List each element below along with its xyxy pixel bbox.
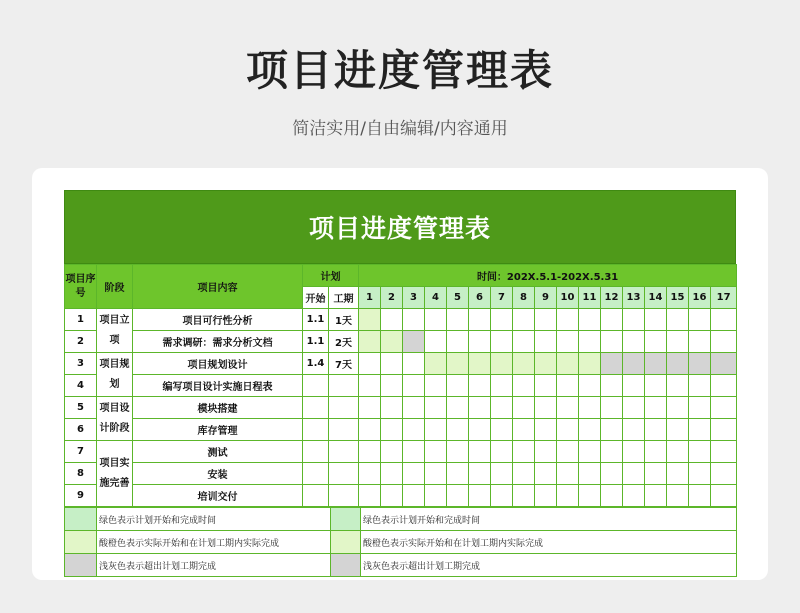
table-row xyxy=(65,331,737,353)
gantt-cell xyxy=(579,353,601,375)
gantt-cell xyxy=(381,375,403,397)
day-header: 3 xyxy=(403,287,425,309)
page-subtitle: 简洁实用/自由编辑/内容通用 xyxy=(292,119,508,139)
day-header: 6 xyxy=(469,287,491,309)
gantt-cell xyxy=(403,441,425,463)
task-content: 项目规划设计 xyxy=(133,353,303,375)
task-content: 需求调研：需求分析文档 xyxy=(133,331,303,353)
gantt-cell xyxy=(623,309,645,331)
gantt-cell xyxy=(469,397,491,419)
row-number: 7 xyxy=(65,441,97,463)
gantt-cell xyxy=(557,309,579,331)
table-row xyxy=(65,353,737,375)
plan-start xyxy=(303,397,329,419)
row-number: 5 xyxy=(65,397,97,419)
gantt-cell xyxy=(711,397,737,419)
gantt-cell xyxy=(601,375,623,397)
gantt-cell xyxy=(425,441,447,463)
gantt-cell xyxy=(359,463,381,485)
gantt-cell xyxy=(535,485,557,507)
gantt-cell xyxy=(601,419,623,441)
gantt-cell xyxy=(601,397,623,419)
day-header: 16 xyxy=(689,287,711,309)
gantt-cell xyxy=(689,463,711,485)
legend-text: 浅灰色表示超出计划工期完成 xyxy=(361,554,737,577)
gantt-cell xyxy=(711,485,737,507)
task-content: 编写项目设计实施日程表 xyxy=(133,375,303,397)
gantt-cell xyxy=(689,419,711,441)
legend-text: 绿色表示计划开始和完成时间 xyxy=(97,508,331,531)
legend-swatch xyxy=(65,554,97,577)
gantt-cell xyxy=(359,375,381,397)
day-header: 7 xyxy=(491,287,513,309)
legend-swatch xyxy=(331,554,361,577)
gantt-cell xyxy=(579,309,601,331)
table-row xyxy=(65,397,737,419)
gantt-cell xyxy=(667,419,689,441)
gantt-cell xyxy=(623,463,645,485)
gantt-cell xyxy=(667,485,689,507)
gantt-cell xyxy=(645,375,667,397)
gantt-cell xyxy=(403,309,425,331)
gantt-cell xyxy=(381,485,403,507)
gantt-cell xyxy=(513,309,535,331)
progress-sheet xyxy=(64,190,736,577)
gantt-cell xyxy=(535,397,557,419)
row-number: 3 xyxy=(65,353,97,375)
legend-row xyxy=(65,554,737,577)
gantt-cell xyxy=(403,397,425,419)
gantt-cell xyxy=(711,441,737,463)
table-row xyxy=(65,309,737,331)
gantt-cell xyxy=(711,353,737,375)
gantt-cell xyxy=(579,331,601,353)
gantt-cell xyxy=(601,485,623,507)
gantt-cell xyxy=(645,397,667,419)
gantt-cell xyxy=(645,331,667,353)
day-header: 8 xyxy=(513,287,535,309)
gantt-cell xyxy=(491,441,513,463)
gantt-cell xyxy=(359,485,381,507)
gantt-cell xyxy=(579,441,601,463)
gantt-cell xyxy=(601,353,623,375)
gantt-cell xyxy=(447,331,469,353)
row-number: 2 xyxy=(65,331,97,353)
gantt-cell xyxy=(381,331,403,353)
gantt-cell xyxy=(381,309,403,331)
legend-swatch xyxy=(331,508,361,531)
plan-duration xyxy=(329,485,359,507)
plan-start xyxy=(303,419,329,441)
plan-duration xyxy=(329,397,359,419)
gantt-cell xyxy=(425,375,447,397)
gantt-cell xyxy=(579,485,601,507)
legend-row xyxy=(65,508,737,531)
gantt-cell xyxy=(469,463,491,485)
gantt-cell xyxy=(403,331,425,353)
gantt-cell xyxy=(689,397,711,419)
gantt-cell xyxy=(491,463,513,485)
gantt-cell xyxy=(601,463,623,485)
task-content: 安装 xyxy=(133,463,303,485)
legend-text: 酸橙色表示实际开始和在计划工期内实际完成 xyxy=(361,531,737,554)
gantt-cell xyxy=(535,463,557,485)
task-content: 库存管理 xyxy=(133,419,303,441)
gantt-cell xyxy=(557,353,579,375)
task-content: 测试 xyxy=(133,441,303,463)
row-number: 4 xyxy=(65,375,97,397)
phase-cell: 项目设计阶段 xyxy=(97,397,133,441)
legend-text: 酸橙色表示实际开始和在计划工期内实际完成 xyxy=(97,531,331,554)
legend-text: 绿色表示计划开始和完成时间 xyxy=(361,508,737,531)
gantt-cell xyxy=(491,419,513,441)
day-header: 17 xyxy=(711,287,737,309)
gantt-cell xyxy=(667,353,689,375)
gantt-cell xyxy=(469,485,491,507)
gantt-cell xyxy=(535,331,557,353)
plan-duration: 7天 xyxy=(329,353,359,375)
gantt-cell xyxy=(425,485,447,507)
legend-text: 浅灰色表示超出计划工期完成 xyxy=(97,554,331,577)
gantt-cell xyxy=(535,375,557,397)
gantt-cell xyxy=(557,441,579,463)
day-header: 2 xyxy=(381,287,403,309)
gantt-cell xyxy=(381,397,403,419)
gantt-cell xyxy=(491,397,513,419)
gantt-cell xyxy=(579,463,601,485)
gantt-cell xyxy=(689,485,711,507)
gantt-cell xyxy=(403,485,425,507)
gantt-cell xyxy=(601,331,623,353)
day-header: 12 xyxy=(601,287,623,309)
gantt-cell xyxy=(667,397,689,419)
gantt-cell xyxy=(491,485,513,507)
gantt-cell xyxy=(667,463,689,485)
table-row xyxy=(65,485,737,507)
gantt-cell xyxy=(623,441,645,463)
day-header: 15 xyxy=(667,287,689,309)
row-number: 6 xyxy=(65,419,97,441)
plan-start xyxy=(303,463,329,485)
header-start: 开始 xyxy=(303,287,329,309)
gantt-cell xyxy=(513,463,535,485)
gantt-cell xyxy=(667,441,689,463)
gantt-cell xyxy=(491,309,513,331)
gantt-cell xyxy=(425,397,447,419)
gantt-cell xyxy=(491,331,513,353)
row-number: 9 xyxy=(65,485,97,507)
gantt-cell xyxy=(557,485,579,507)
gantt-cell xyxy=(469,441,491,463)
plan-duration xyxy=(329,441,359,463)
legend-swatch xyxy=(331,531,361,554)
phase-cell: 项目立项 xyxy=(97,309,133,353)
gantt-cell xyxy=(513,375,535,397)
plan-start xyxy=(303,441,329,463)
gantt-cell xyxy=(425,353,447,375)
task-content: 培训交付 xyxy=(133,485,303,507)
day-header: 5 xyxy=(447,287,469,309)
gantt-cell xyxy=(425,331,447,353)
plan-start: 1.1 xyxy=(303,331,329,353)
task-content: 模块搭建 xyxy=(133,397,303,419)
header-seq: 项目序号 xyxy=(65,265,97,309)
gantt-cell xyxy=(557,397,579,419)
table-row xyxy=(65,375,737,397)
plan-start xyxy=(303,375,329,397)
gantt-cell xyxy=(689,375,711,397)
gantt-cell xyxy=(359,441,381,463)
gantt-cell xyxy=(447,463,469,485)
gantt-cell xyxy=(469,331,491,353)
phase-cell: 项目规划 xyxy=(97,353,133,397)
gantt-cell xyxy=(579,375,601,397)
gantt-cell xyxy=(359,397,381,419)
gantt-cell xyxy=(513,441,535,463)
gantt-cell xyxy=(645,441,667,463)
gantt-cell xyxy=(469,309,491,331)
gantt-cell xyxy=(425,463,447,485)
gantt-cell xyxy=(535,309,557,331)
gantt-cell xyxy=(623,485,645,507)
gantt-cell xyxy=(579,419,601,441)
row-number: 1 xyxy=(65,309,97,331)
gantt-cell xyxy=(513,353,535,375)
gantt-cell xyxy=(535,441,557,463)
gantt-cell xyxy=(623,419,645,441)
day-header: 4 xyxy=(425,287,447,309)
plan-duration xyxy=(329,419,359,441)
legend-swatch xyxy=(65,508,97,531)
gantt-cell xyxy=(601,309,623,331)
gantt-cell xyxy=(447,397,469,419)
gantt-cell xyxy=(447,375,469,397)
gantt-cell xyxy=(381,463,403,485)
gantt-cell xyxy=(359,331,381,353)
gantt-cell xyxy=(403,353,425,375)
gantt-cell xyxy=(689,353,711,375)
day-header: 9 xyxy=(535,287,557,309)
gantt-cell xyxy=(359,419,381,441)
gantt-cell xyxy=(667,331,689,353)
gantt-cell xyxy=(623,375,645,397)
header-duration: 工期 xyxy=(329,287,359,309)
gantt-cell xyxy=(557,331,579,353)
gantt-cell xyxy=(513,331,535,353)
gantt-cell xyxy=(623,397,645,419)
day-header: 1 xyxy=(359,287,381,309)
gantt-cell xyxy=(645,463,667,485)
gantt-cell xyxy=(513,397,535,419)
schedule-table xyxy=(64,264,737,507)
gantt-cell xyxy=(381,419,403,441)
day-header: 13 xyxy=(623,287,645,309)
gantt-cell xyxy=(557,419,579,441)
legend-swatch xyxy=(65,531,97,554)
gantt-cell xyxy=(425,419,447,441)
gantt-cell xyxy=(469,353,491,375)
header-time-range: 时间：202X.5.1-202X.5.31 xyxy=(359,265,737,287)
row-number: 8 xyxy=(65,463,97,485)
day-header: 11 xyxy=(579,287,601,309)
plan-start: 1.1 xyxy=(303,309,329,331)
page-title: 项目进度管理表 xyxy=(245,46,554,95)
task-content: 项目可行性分析 xyxy=(133,309,303,331)
gantt-cell xyxy=(711,463,737,485)
gantt-cell xyxy=(689,331,711,353)
gantt-cell xyxy=(491,353,513,375)
gantt-cell xyxy=(447,353,469,375)
gantt-cell xyxy=(689,441,711,463)
gantt-cell xyxy=(667,309,689,331)
plan-start: 1.4 xyxy=(303,353,329,375)
legend-table xyxy=(64,507,737,577)
sheet-title: 项目进度管理表 xyxy=(64,190,736,264)
day-header: 14 xyxy=(645,287,667,309)
gantt-cell xyxy=(469,375,491,397)
gantt-cell xyxy=(623,353,645,375)
header-content: 项目内容 xyxy=(133,265,303,309)
gantt-cell xyxy=(645,353,667,375)
gantt-cell xyxy=(579,397,601,419)
gantt-cell xyxy=(645,309,667,331)
gantt-cell xyxy=(557,375,579,397)
gantt-cell xyxy=(359,309,381,331)
gantt-cell xyxy=(513,485,535,507)
plan-duration xyxy=(329,375,359,397)
table-row xyxy=(65,463,737,485)
gantt-cell xyxy=(447,419,469,441)
gantt-cell xyxy=(447,485,469,507)
plan-start xyxy=(303,485,329,507)
legend-row xyxy=(65,531,737,554)
header-plan: 计划 xyxy=(303,265,359,287)
gantt-cell xyxy=(381,353,403,375)
header-phase: 阶段 xyxy=(97,265,133,309)
gantt-cell xyxy=(425,309,447,331)
gantt-cell xyxy=(535,419,557,441)
gantt-cell xyxy=(447,309,469,331)
plan-duration xyxy=(329,463,359,485)
gantt-cell xyxy=(711,375,737,397)
gantt-cell xyxy=(513,419,535,441)
gantt-cell xyxy=(557,463,579,485)
gantt-cell xyxy=(403,419,425,441)
gantt-cell xyxy=(689,309,711,331)
gantt-cell xyxy=(491,375,513,397)
gantt-cell xyxy=(645,419,667,441)
sheet-card xyxy=(32,168,768,580)
phase-cell: 项目实施完善 xyxy=(97,441,133,507)
gantt-cell xyxy=(469,419,491,441)
gantt-cell xyxy=(381,441,403,463)
gantt-cell xyxy=(403,375,425,397)
gantt-cell xyxy=(535,353,557,375)
table-row xyxy=(65,419,737,441)
gantt-cell xyxy=(601,441,623,463)
gantt-cell xyxy=(667,375,689,397)
gantt-cell xyxy=(711,419,737,441)
gantt-cell xyxy=(403,463,425,485)
plan-duration: 2天 xyxy=(329,331,359,353)
gantt-cell xyxy=(447,441,469,463)
gantt-cell xyxy=(645,485,667,507)
table-row xyxy=(65,441,737,463)
gantt-cell xyxy=(623,331,645,353)
gantt-cell xyxy=(711,331,737,353)
plan-duration: 1天 xyxy=(329,309,359,331)
gantt-cell xyxy=(359,353,381,375)
day-header: 10 xyxy=(557,287,579,309)
gantt-cell xyxy=(711,309,737,331)
